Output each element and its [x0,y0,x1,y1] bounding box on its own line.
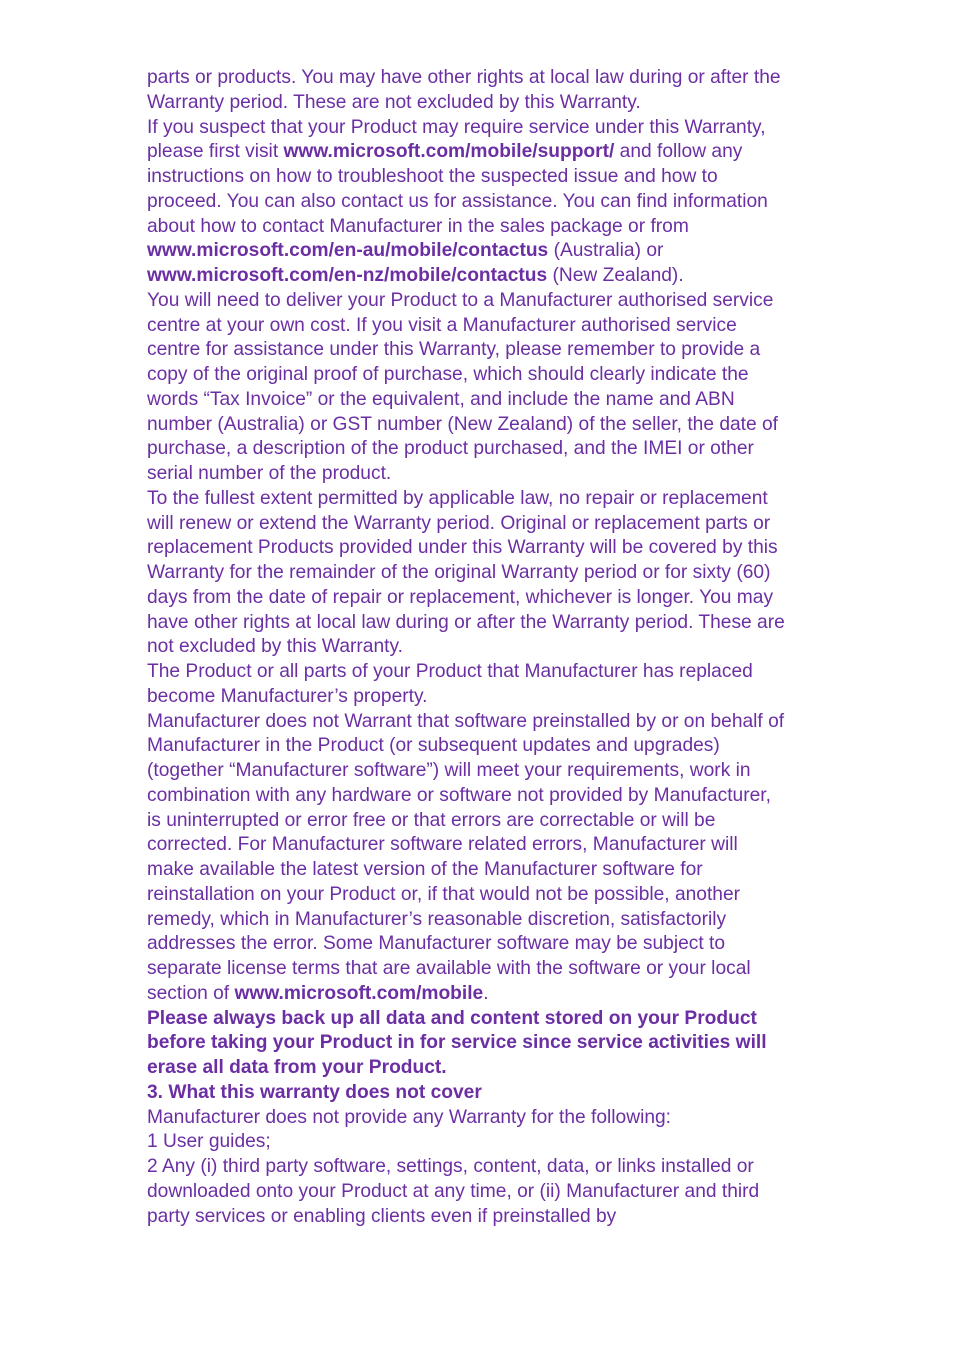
list-item-third-party: 2 Any (i) third party software, settings, content, data, or links installed or downloaded onto your Product at any time, or (ii) Manufacturer and third party services or enabling clients even if preinstalled by [147,1156,760,1227]
list-item-user-guides: 1 User guides; [147,1131,271,1153]
contact-nz-link[interactable]: www.microsoft.com/en-nz/mobile/contactus [147,265,548,286]
document-page [147,66,787,1229]
paragraph-software [147,710,787,1007]
text-segment: . [483,982,489,1004]
text-segment: (Australia) or [548,240,664,262]
paragraph-other-rights: parts or products. You may have other rights at local law during or after the Warranty period. These are not excluded by this Warranty. [147,67,781,113]
text-segment: (New Zealand). [547,265,684,286]
paragraph-replaced-parts: The Product or all parts of your Product that Manufacturer has replaced become Manufacturer’s property. [147,661,753,707]
contact-au-link[interactable]: www.microsoft.com/en-au/mobile/contactus [147,240,549,262]
paragraph-no-warranty: Manufacturer does not provide any Warranty for the following: [147,1106,672,1128]
text-segment: If you suspect that your Product may require service under this Warranty, please first visit [147,116,766,163]
support-link[interactable]: www.microsoft.com/mobile/support/ [283,141,615,163]
paragraph-delivery: You will need to deliver your Product to a Manufacturer authorised service centre at your own cost. If you visit a Manufacturer authorised service centre for assistance under this Warranty, please remember to provide a copy of the original proof of purchase, which should clearly indicate the words “Tax Invoice” or the equivalent, and include the name and ABN number (Australia) or GST number (New Zealand) of the seller, the date of purchase, a description of the product purchased, and the IMEI or other serial number of the product. [147,289,778,484]
text-segment: and follow any instructions on how to troubleshoot the suspected issue and how to proceed. You can also contact us for assistance. You can find information about how to contact Manufacturer in the sales package or from [147,141,768,237]
paragraph-warranty-period: To the fullest extent permitted by applicable law, no repair or replacement will renew or extend the Warranty period. Original or replacement parts or replacement Products provided under this Warranty will be covered by this Warranty for the remainder of the original Warranty period or for sixty (60) days from the date of repair or replacement, whichever is longer. You may have other rights at local law during or after the Warranty period. These are not excluded by this Warranty. [147,487,785,658]
text-segment: Manufacturer does not Warrant that software preinstalled by or on behalf of Manufacturer in the Product (or subsequent updates and upgrades) (together “Manufacturer software”) will meet your requirements, work in combination with any hardware or software not provided by Manufacturer, is uninterrupted or error free or that errors are correctable or will be corrected. For Manufacturer software related errors, Manufacturer will make available the latest version of the Manufacturer software for reinstallation on your Product or, if that would not be possible, another remedy, which in Manufacturer’s reasonable discretion, satisfactorily addresses the error. Some Manufacturer software may be subject to separate license terms that are available with the software or your local section of [147,710,785,1004]
mobile-link[interactable]: www.microsoft.com/mobile [234,982,484,1004]
backup-warning: Please always back up all data and content stored on your Product before taking your Product in for service since service activities will erase all data from your Product. [147,1007,767,1078]
section-heading-not-covered: 3. What this warranty does not cover [147,1081,482,1103]
paragraph-service-contact [147,116,787,289]
